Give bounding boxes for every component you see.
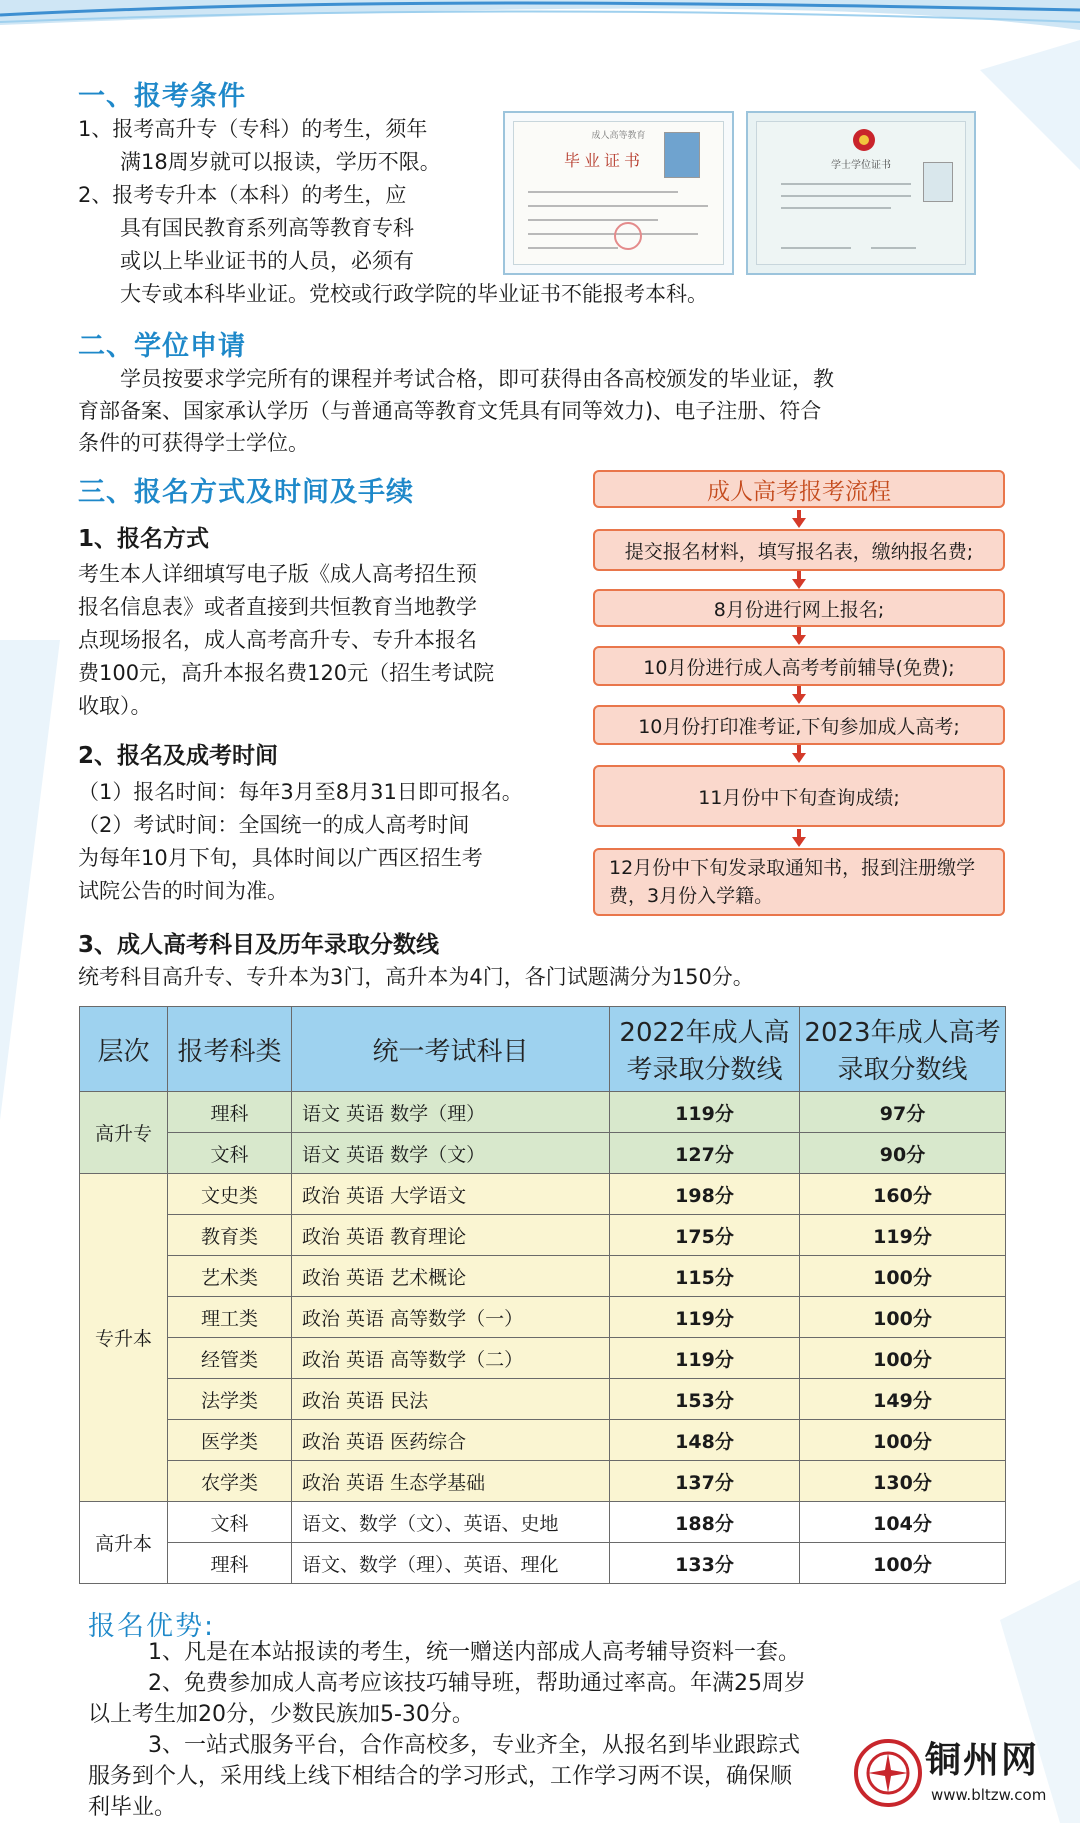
table-row	[80, 1092, 1006, 1133]
degree-title: 学士学位证书	[831, 160, 891, 171]
score-2023-cell: 100分	[800, 1256, 1006, 1297]
degree-line: 育部备案、国家承认学历（与普通高等教育文凭具有同等效力)、电子注册、符合	[78, 399, 822, 423]
time-line: （1）报名时间：每年3月至8月31日即可报名。	[78, 780, 523, 804]
header-subjects: 统一考试科目	[292, 1007, 610, 1092]
score-2023-cell: 130分	[800, 1461, 1006, 1502]
method-line: 收取）。	[78, 694, 152, 718]
score-2022-cell: 198分	[610, 1174, 800, 1215]
score-2023-cell: 100分	[800, 1338, 1006, 1379]
score-2023-cell: 90分	[800, 1133, 1006, 1174]
subjects-cell: 语文 英语 数学（文）	[292, 1133, 610, 1174]
arrow-down-icon	[791, 571, 807, 589]
diploma-header: 成人高等教育	[591, 131, 646, 141]
photo-placeholder	[664, 132, 700, 178]
score-2022-cell: 188分	[610, 1502, 800, 1543]
category-cell: 文科	[168, 1133, 292, 1174]
advantages-title: 报名优势:	[88, 1611, 216, 1642]
score-2023-cell: 104分	[800, 1502, 1006, 1543]
subjects-cell: 政治 英语 高等数学（二）	[292, 1338, 610, 1379]
score-2022-cell: 153分	[610, 1379, 800, 1420]
score-2023-cell: 97分	[800, 1092, 1006, 1133]
degree-certificate-image	[746, 111, 976, 275]
score-2023-cell: 100分	[800, 1297, 1006, 1338]
national-emblem-icon	[852, 128, 876, 152]
subheading-method: 1、报名方式	[78, 526, 210, 552]
category-cell: 艺术类	[168, 1256, 292, 1297]
table-row	[80, 1133, 1006, 1174]
advantage-line: 1、凡是在本站报读的考生，统一赠送内部成人高考辅导资料一套。	[148, 1640, 800, 1665]
table-row	[80, 1256, 1006, 1297]
certificate-text-lines	[528, 184, 718, 259]
header-level: 层次	[80, 1007, 168, 1092]
advantage-line: 以上考生加20分，少数民族加5-30分。	[88, 1702, 474, 1727]
subjects-cell: 语文、数学（文）、英语、史地	[292, 1502, 610, 1543]
score-2022-cell: 175分	[610, 1215, 800, 1256]
level-cell: 高升专	[80, 1092, 168, 1174]
score-2022-cell: 115分	[610, 1256, 800, 1297]
logo-url: www.bltzw.com	[931, 1786, 1047, 1804]
time-line: 试院公告的时间为准。	[78, 879, 288, 903]
subjects-cell: 政治 英语 民法	[292, 1379, 610, 1420]
table-row	[80, 1174, 1006, 1215]
category-cell: 文史类	[168, 1174, 292, 1215]
table-row	[80, 1502, 1006, 1543]
requirement-line: 1、报考高升专（专科）的考生，须年	[78, 117, 428, 141]
section-heading-registration: 三、报名方式及时间及手续	[78, 477, 414, 508]
score-2022-cell: 127分	[610, 1133, 800, 1174]
flow-step: 11月份中下旬查询成绩;	[593, 765, 1005, 827]
table-row	[80, 1215, 1006, 1256]
flow-step: 10月份打印准考证,下旬参加成人高考;	[593, 705, 1005, 745]
category-cell: 农学类	[168, 1461, 292, 1502]
subheading-scores: 3、成人高考科目及历年录取分数线	[78, 932, 440, 958]
score-2022-cell: 119分	[610, 1338, 800, 1379]
flow-step: 提交报名材料，填写报名表，缴纳报名费;	[593, 529, 1005, 571]
flow-step: 8月份进行网上报名;	[593, 589, 1005, 627]
category-cell: 医学类	[168, 1420, 292, 1461]
section-heading-requirements: 一、报考条件	[78, 81, 246, 112]
logo-name: 铜州网	[925, 1740, 1040, 1781]
subjects-cell: 政治 英语 医药综合	[292, 1420, 610, 1461]
advantage-line: 利毕业。	[88, 1795, 177, 1820]
certificate-text-lines	[771, 176, 921, 261]
table-row	[80, 1379, 1006, 1420]
score-2023-cell: 149分	[800, 1379, 1006, 1420]
score-2022-cell: 119分	[610, 1297, 800, 1338]
advantage-line: 2、免费参加成人高考应该技巧辅导班，帮助通过率高。年满25周岁	[148, 1671, 806, 1696]
requirement-line: 或以上毕业证书的人员，必须有	[120, 249, 414, 273]
category-cell: 教育类	[168, 1215, 292, 1256]
score-2022-cell: 137分	[610, 1461, 800, 1502]
score-2022-cell: 119分	[610, 1092, 800, 1133]
table-header-row	[80, 1007, 1006, 1092]
method-line: 报名信息表》或者直接到共恒教育当地教学	[78, 595, 477, 619]
site-logo	[853, 1730, 1080, 1823]
category-cell: 理科	[168, 1092, 292, 1133]
method-line: 考生本人详细填写电子版《成人高考招生预	[78, 562, 477, 586]
requirement-line: 大专或本科毕业证。党校或行政学院的毕业证书不能报考本科。	[120, 282, 708, 306]
degree-line: 学员按要求学完所有的课程并考试合格，即可获得由各高校颁发的毕业证，教	[120, 367, 834, 391]
subjects-cell: 语文 英语 数学（理）	[292, 1092, 610, 1133]
requirement-line: 具有国民教育系列高等教育专科	[120, 216, 414, 240]
subjects-cell: 政治 英语 高等数学（一）	[292, 1297, 610, 1338]
arrow-down-icon	[791, 627, 807, 645]
time-line: 为每年10月下旬，具体时间以广西区招生考	[78, 846, 483, 870]
method-line: 费100元，高升本报名费120元（招生考试院	[78, 661, 495, 685]
degree-line: 条件的可获得学士学位。	[78, 431, 309, 455]
arrow-down-icon	[791, 829, 807, 847]
advantage-line: 服务到个人，采用线上线下相结合的学习形式，工作学习两不误，确保顺	[88, 1764, 793, 1789]
score-2023-cell: 100分	[800, 1543, 1006, 1584]
flow-step: 12月份中下旬发录取通知书，报到注册缴学费，3月份入学籍。	[593, 848, 1005, 916]
table-row	[80, 1420, 1006, 1461]
table-row	[80, 1461, 1006, 1502]
method-line: 点现场报名，成人高考高升专、专升本报名	[78, 628, 477, 652]
header-2023: 2023年成人高考录取分数线	[800, 1007, 1006, 1092]
scores-intro: 统考科目高升专、专升本为3门，高升本为4门，各门试题满分为150分。	[78, 965, 754, 989]
category-cell: 理工类	[168, 1297, 292, 1338]
header-category: 报考科类	[168, 1007, 292, 1092]
requirement-line: 满18周岁就可以报读，学历不限。	[120, 150, 441, 174]
arrow-down-icon	[791, 510, 807, 528]
score-2022-cell: 148分	[610, 1420, 800, 1461]
score-2023-cell: 119分	[800, 1215, 1006, 1256]
category-cell: 理科	[168, 1543, 292, 1584]
subjects-cell: 政治 英语 大学语文	[292, 1174, 610, 1215]
subjects-cell: 政治 英语 艺术概论	[292, 1256, 610, 1297]
flow-step: 10月份进行成人高考考前辅导(免费);	[593, 646, 1005, 686]
score-table-body	[80, 1092, 1006, 1584]
level-cell: 专升本	[80, 1174, 168, 1502]
subjects-cell: 政治 英语 教育理论	[292, 1215, 610, 1256]
diploma-certificate-image	[503, 111, 734, 275]
subjects-cell: 政治 英语 生态学基础	[292, 1461, 610, 1502]
table-row	[80, 1338, 1006, 1379]
subjects-cell: 语文、数学（理）、英语、理化	[292, 1543, 610, 1584]
requirement-line: 2、报考专升本（本科）的考生，应	[78, 183, 407, 207]
table-row	[80, 1543, 1006, 1584]
logo-emblem-icon	[853, 1738, 923, 1808]
category-cell: 经管类	[168, 1338, 292, 1379]
score-table	[79, 1006, 1006, 1584]
advantage-line: 3、一站式服务平台，合作高校多，专业齐全，从报名到毕业跟踪式	[148, 1733, 800, 1758]
arrow-down-icon	[791, 745, 807, 763]
score-2023-cell: 160分	[800, 1174, 1006, 1215]
category-cell: 法学类	[168, 1379, 292, 1420]
section-heading-degree: 二、学位申请	[78, 331, 246, 362]
category-cell: 文科	[168, 1502, 292, 1543]
table-row	[80, 1297, 1006, 1338]
header-2022: 2022年成人高考录取分数线	[610, 1007, 800, 1092]
diploma-title: 毕业证书	[564, 151, 645, 170]
arrow-down-icon	[791, 686, 807, 704]
subheading-time: 2、报名及成考时间	[78, 743, 279, 769]
score-2023-cell: 100分	[800, 1420, 1006, 1461]
level-cell: 高升本	[80, 1502, 168, 1584]
flow-title: 成人高考报考流程	[593, 470, 1005, 508]
score-2022-cell: 133分	[610, 1543, 800, 1584]
time-line: （2）考试时间：全国统一的成人高考时间	[78, 813, 470, 837]
photo-placeholder	[923, 162, 953, 202]
